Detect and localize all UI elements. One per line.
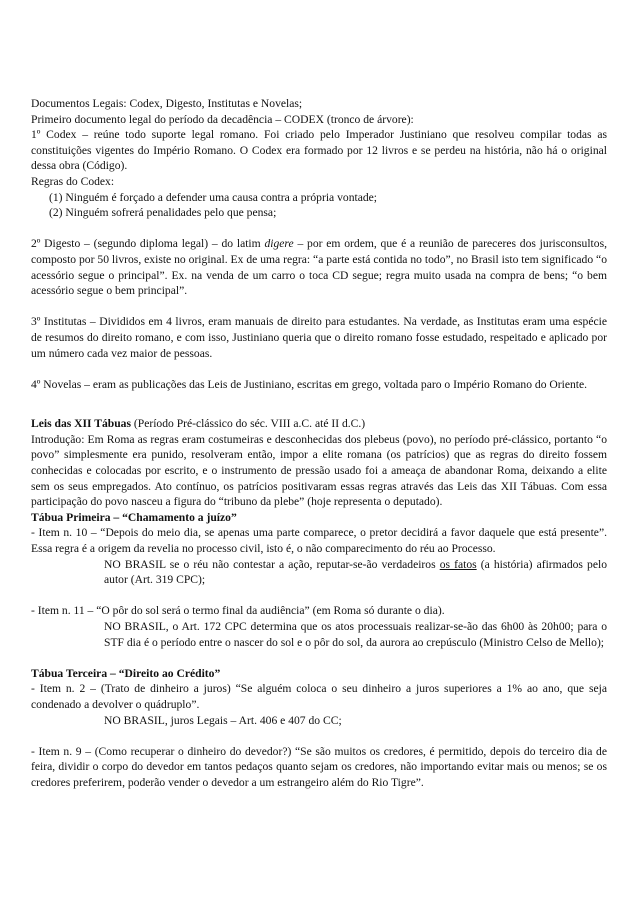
tabua1-title bbox=[31, 510, 607, 526]
xii-heading bbox=[31, 416, 607, 432]
novelas-paragraph: 4º Novelas – eram as publicações das Leis de Justiniano, escritas em grego, voltada paro o Império Romano do Oriente. bbox=[31, 377, 588, 391]
document-page bbox=[31, 96, 607, 791]
brasil10-before: NO BRASIL se o réu não contestar a ação, reputar-se-ão verdadeiros bbox=[104, 557, 440, 571]
regra-1: (1) Ninguém é forçado a defender uma causa contra a própria vontade; bbox=[49, 190, 378, 204]
intro-line-1: Documentos Legais: Codex, Digesto, Institutas e Novelas; bbox=[31, 97, 303, 110]
tabua1-brasil10 bbox=[31, 557, 607, 588]
codex-paragraph: 1º Codex – reúne todo suporte legal romano. Foi criado pelo Imperador Justiniano que resolveu compilar todas as constituições vigentes do Império Romano. O Codex era formado por 12 livros e se perdeu na história, não há o original dessa obra (Código). bbox=[31, 128, 607, 173]
xii-period: (Período Pré-clássico do séc. VIII a.C. até II d.C.) bbox=[131, 417, 366, 431]
digesto-paragraph bbox=[31, 236, 607, 298]
xii-title: Leis das XII Tábuas bbox=[31, 417, 131, 431]
tabua3-brasil2: NO BRASIL, juros Legais – Art. 406 e 407 do CC; bbox=[104, 713, 342, 727]
tabua1-item10: - Item n. 10 – “Depois do meio dia, se apenas uma parte comparece, o pretor decidirá a favor daquele que está presente”. Essa regra é a origem da revelia no processo civil, isto é, o não comparecimento do réu ao Processo. bbox=[31, 526, 607, 556]
brasil10-after: (a história) afirmados pelo autor (Art. 319 CPC); bbox=[104, 557, 607, 587]
tabua3-item9: - Item n. 9 – (Como recuperar o dinheiro do devedor?) “Se são muitos os credores, é permitido, depois do terceiro dia de feira, dividir o corpo do devedor em tantos pedaços quanto sejam os credores, não importando evitar mais ou menos; se os credores preferirem, poderão vender o devedor a um estrangeiro além do Rio Tigre”. bbox=[31, 744, 607, 789]
tabua1-brasil11: NO BRASIL, o Art. 172 CPC determina que os atos processuais realizar-se-ão das 6h00 às 20h00; para o STF dia é o período entre o nascer do sol e o pôr do sol, da aurora ao crepúsculo (Ministro Celso de Mello); bbox=[104, 620, 607, 649]
tabua3-item2: - Item n. 2 – (Trato de dinheiro a juros) “Se alguém coloca o seu dinheiro a juros superiores a 1% ao ano, que seja condenado a devolver o quádruplo”. bbox=[31, 682, 607, 711]
tabua3-title-text: Tábua Terceira – “Direito ao Crédito” bbox=[31, 666, 221, 680]
tabua1-item11: - Item n. 11 – “O pôr do sol será o termo final da audiência” (em Roma só durante o dia). bbox=[31, 604, 445, 618]
regra-2: (2) Ninguém sofrerá penalidades pelo que pensa; bbox=[49, 206, 277, 220]
digesto-after: – por em ordem, que é a reunião de pareceres dos jurisconsultos, composto por 50 livros, existe no original. Ex de uma regra: “a parte está contida no todo”, no Brasil isto tem significado “o acessório segue o principal”. Ex. na venda de um carro o toca CD segue; regra muito usada na compra de bens; “o bem acessório segue o bem principal”. bbox=[31, 237, 607, 298]
digesto-before: 2º Digesto – (segundo diploma legal) – do latim bbox=[31, 237, 265, 251]
tabua3-title bbox=[31, 666, 607, 682]
xii-intro: Introdução: Em Roma as regras eram costumeiras e desconhecidas dos plebeus (povo), no período pré-clássico, portanto “o povo” simplesmente era punido, resolveram então, impor a elite romana (os patrícios) que as regras do direito fossem conhecidas e colocadas por escrito, e o instrumento de pressão usado foi a ameaça de abandonar Roma, deixando a elite sem os seus empregados. Ato contínuo, os patrícios positivaram essas regras através das Leis das XII Tábuas. Com essa participação do povo nasceu a figura do “tribuno da plebe” (hoje representa o deputado). bbox=[31, 432, 607, 509]
tabua1-title-text: Tábua Primeira – “Chamamento a juízo” bbox=[31, 510, 237, 524]
institutas-paragraph: 3º Institutas – Divididos em 4 livros, eram manuais de direito para estudantes. Na verdade, as Institutas eram uma espécie de resumos do direito romano, e com isso, Justiniano queria que o direito romano fosse estudado, respeitado e aplicado por um número cada vez maior de pessoas. bbox=[31, 315, 607, 360]
regras-title: Regras do Codex: bbox=[31, 174, 115, 188]
intro-line-2: Primeiro documento legal do período da decadência – CODEX (tronco de árvore): bbox=[31, 112, 414, 126]
brasil10-underline: os fatos bbox=[439, 557, 477, 571]
digesto-term: digere bbox=[264, 237, 294, 251]
